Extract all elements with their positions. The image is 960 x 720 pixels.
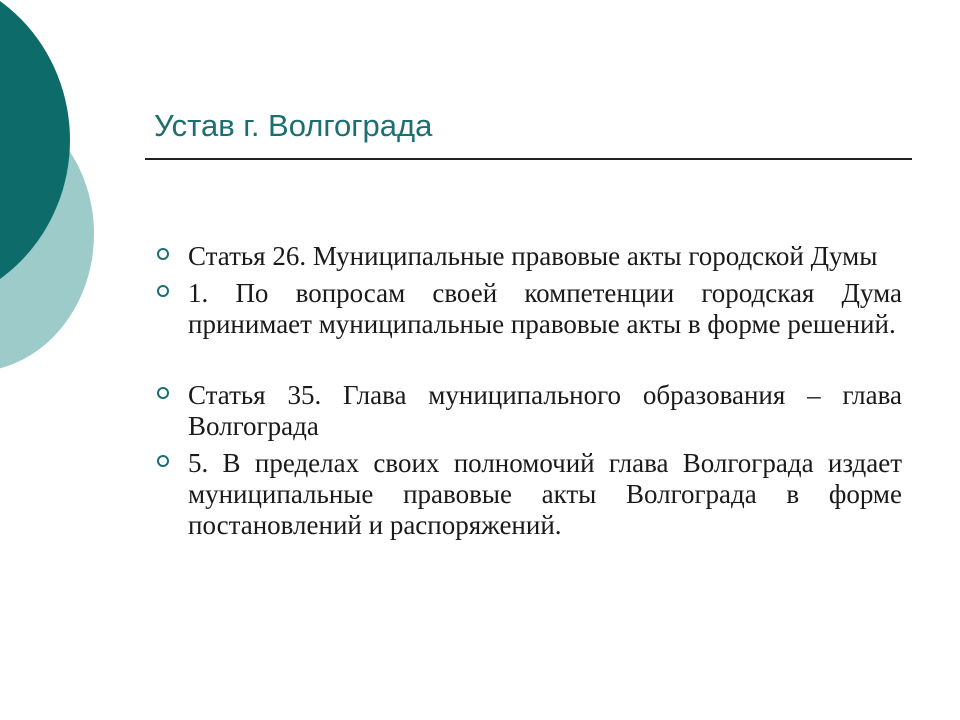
hollow-circle-icon (157, 248, 169, 260)
bullet-item (150, 278, 902, 340)
bullet-text: 5. В пределах своих полномочий глава Волгограда издает муниципальные правовые акты Волгограда в форме постановлений и распоряжений. (188, 448, 902, 540)
bullet-text: Статья 26. Муниципальные правовые акты городской Думы (188, 241, 878, 271)
hollow-circle-icon (157, 285, 169, 297)
bullet-text: Статья 35. Глава муниципального образования – глава Волгограда (188, 380, 902, 441)
bullet-list (150, 241, 902, 547)
bullet-item (150, 380, 902, 442)
bullet-item (150, 241, 902, 272)
bullet-text: 1. По вопросам своей компетенции городская Дума принимает муниципальные правовые акты в форме решений. (188, 278, 902, 339)
hollow-circle-icon (157, 387, 169, 399)
slide-title: Устав г. Волгограда (154, 108, 433, 143)
hollow-circle-icon (157, 455, 169, 467)
bullet-item (150, 448, 902, 541)
title-underline (145, 158, 912, 160)
